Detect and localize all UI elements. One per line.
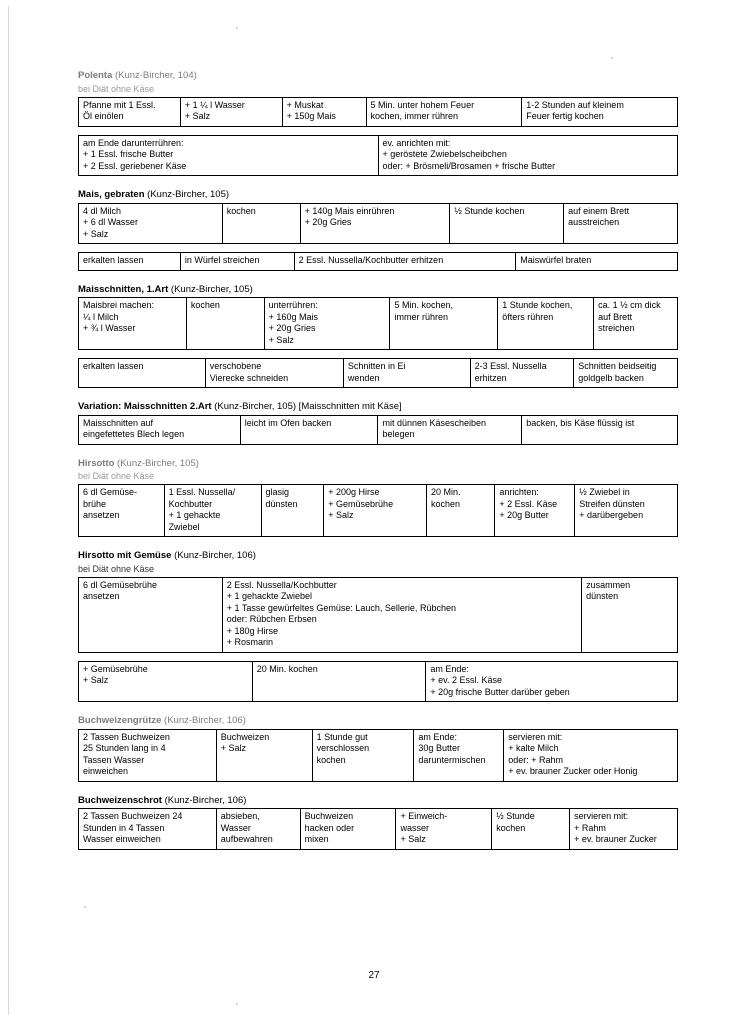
table-cell (396, 809, 492, 850)
scan-speck (236, 1003, 238, 1005)
recipe-section (78, 70, 678, 187)
cell-line: Buchweizen (304, 811, 354, 821)
recipe-section (78, 189, 678, 282)
cell-line: + 2 Essl. geriebener Käse (83, 160, 187, 171)
table-cell (164, 485, 261, 537)
recipe-table (78, 203, 678, 245)
recipe-title (78, 795, 678, 807)
recipe-title-source: (Kunz-Bircher, 106) (161, 715, 246, 726)
recipe-section (78, 284, 678, 400)
cell-line: 5 Min. unter hohem Feuer (370, 99, 475, 110)
table-cell (240, 415, 378, 444)
cell-line: Schnitten in Ei (347, 361, 406, 371)
recipe-table (78, 97, 678, 127)
recipe-title-source: (Kunz-Bircher, 105) [Maisschnitten mit Käse] (211, 401, 402, 412)
table-cell (79, 809, 217, 850)
cell-line: Wasser einweichen (83, 834, 161, 844)
cell-line: + kalte Milch (508, 743, 559, 753)
table-cell (450, 203, 564, 244)
cell-line: hacken oder (304, 822, 355, 833)
cell-line: 30g Butter (418, 743, 460, 753)
recipe-title (78, 70, 678, 82)
table-cell (343, 359, 470, 388)
section-spacer (78, 391, 678, 399)
cell-line: servieren mit: (574, 811, 629, 821)
table-cell (495, 485, 575, 537)
cell-line: am Ende darunterrühren: (83, 137, 184, 148)
cell-line: leicht im Ofen backen (244, 417, 332, 428)
cell-line: + ev. 2 Essl. Käse (430, 675, 503, 685)
cell-line: eingefettetes Blech legen (83, 429, 185, 439)
cell-line: Maiswürfel braten (520, 255, 592, 265)
recipe-table (78, 661, 678, 703)
cell-line: + Gemüsebrühe (83, 663, 148, 674)
section-spacer (78, 448, 678, 456)
cell-line: auf einem Brett (568, 205, 630, 216)
cell-line: brühe (83, 498, 107, 509)
cell-line: erhitzen (474, 372, 507, 383)
cell-line: 4 dl Milch (83, 205, 122, 216)
recipe-section (78, 401, 678, 456)
cell-line: Öl einölen (83, 111, 124, 121)
cell-line: erkalten lassen (83, 361, 144, 371)
cell-line: 5 Min. kochen, (394, 300, 453, 310)
recipe-table (78, 415, 678, 445)
cell-line: wenden (347, 372, 380, 383)
cell-line: + 160g Mais (268, 311, 318, 322)
table-cell (282, 97, 366, 126)
cell-line: + Salz (220, 743, 247, 753)
table-cell (216, 729, 312, 781)
recipe-table (78, 484, 678, 537)
table-cell (574, 359, 678, 388)
cell-line: + 140g Mais einrühren (304, 205, 395, 216)
cell-line: Stunden in 4 Tassen (83, 822, 165, 833)
table-cell (312, 729, 414, 781)
recipe-table (78, 577, 678, 653)
cell-line: ¼ l Milch (83, 311, 119, 322)
scan-speck (611, 57, 613, 59)
cell-line: Tassen Wasser (83, 754, 145, 765)
cell-line: unterrühren: (268, 300, 318, 310)
cell-line: 6 dl Gemüse- (83, 487, 138, 497)
cell-line: ½ Stunde (496, 811, 535, 821)
table-cell (492, 809, 570, 850)
cell-line: + 1 gehackte (168, 510, 221, 520)
section-spacer (78, 179, 678, 187)
recipe-title-name: Hirsotto mit Gemüse (78, 550, 172, 561)
cell-line: kochen, immer rühren (370, 111, 459, 121)
recipe-section (78, 550, 678, 713)
recipe-title-name: Hirsotto (78, 457, 115, 469)
cell-line: goldgelb backen (578, 372, 644, 383)
cell-line: + 2 Essl. Käse (499, 498, 558, 509)
table-cell (261, 485, 324, 537)
cell-line: + Salz (83, 228, 109, 239)
recipe-section (78, 715, 678, 793)
recipe-table (78, 297, 678, 350)
cell-line: oder: Rübchen Erbsen (226, 614, 317, 624)
cell-line: verschlossen (316, 743, 370, 753)
recipe-title-name: Polenta (78, 70, 113, 81)
cell-line: dünsten (265, 498, 298, 509)
recipe-title (78, 550, 678, 562)
cell-line: dünsten (586, 591, 619, 601)
section-spacer (78, 705, 678, 713)
table-cell (378, 135, 678, 176)
cell-line: + Einweich- (400, 811, 448, 821)
table-cell (414, 729, 504, 781)
cell-line: Kochbutter (168, 498, 213, 509)
cell-line: + ev. brauner Zucker (574, 834, 657, 844)
table-cell (264, 298, 390, 350)
cell-line: mixen (304, 834, 329, 844)
recipe-title-name: Buchweizengrütze (78, 715, 162, 726)
recipe-table (78, 358, 678, 388)
table-cell (79, 415, 241, 444)
recipe-title-source: (Kunz-Bircher, 105) (168, 283, 253, 295)
cell-line: + ev. brauner Zucker oder Honig (508, 766, 638, 776)
recipe-title-source: (Kunz-Bircher, 106) (161, 794, 247, 806)
table-cell (79, 359, 206, 388)
cell-line: kochen (190, 300, 220, 310)
recipe-title (78, 715, 678, 727)
cell-line: Maisbrei machen: (83, 300, 155, 310)
recipe-subtitle: bei Diät ohne Käse (78, 471, 155, 481)
table-cell (426, 661, 678, 702)
cell-line: ½ Zwiebel in (579, 487, 630, 497)
cell-line: ev. anrichten mit: (382, 137, 451, 148)
recipe-title (78, 189, 678, 201)
table-cell (186, 298, 264, 350)
table-cell (222, 203, 300, 244)
cell-line: am Ende: (418, 731, 457, 742)
recipe-section (78, 458, 678, 549)
cell-line: 2 Essl. Nussella/Kochbutter (226, 579, 337, 590)
cell-line: am Ende: (430, 663, 469, 674)
cell-line: 1 Stunde gut (316, 731, 368, 742)
recipe-table (78, 135, 678, 177)
recipe-table (78, 729, 678, 782)
cell-line: + Muskat (286, 99, 324, 110)
cell-line: servieren mit: (508, 731, 563, 742)
table-cell (570, 809, 678, 850)
cell-line: 25 Stunden lang in 4 (83, 743, 166, 753)
table-cell (79, 661, 253, 702)
page-number: 27 (368, 970, 380, 981)
table-cell (79, 135, 379, 176)
table-cell (216, 809, 300, 850)
table-row (79, 661, 678, 702)
table-row (79, 809, 678, 850)
cell-line: ½ Stunde kochen (454, 205, 525, 216)
table-row (79, 203, 678, 244)
recipe-title-source: (Kunz-Bircher, 105) (144, 189, 230, 200)
cell-line: Feuer fertig kochen (526, 111, 604, 121)
table-row (79, 415, 678, 444)
table-cell (522, 97, 678, 126)
cell-line: anrichten: (499, 487, 539, 497)
cell-line: Streifen dünsten (579, 498, 645, 509)
table-cell (324, 485, 427, 537)
cell-line: + Gemüsebrühe (328, 498, 394, 509)
table-cell (575, 485, 678, 537)
cell-line: kochen (316, 754, 346, 765)
cell-line: + geröstete Zwiebelscheibchen (382, 149, 507, 159)
cell-line: immer rühren (394, 311, 448, 322)
cell-line: + Rosmarin (226, 637, 274, 647)
table-row (79, 729, 678, 781)
cell-line: auf Brett (598, 311, 633, 322)
cell-line: + Salz (400, 834, 426, 844)
cell-line: + 1 Essl. frische Butter (83, 149, 174, 159)
table-cell (79, 577, 223, 652)
table-row (79, 577, 678, 652)
section-spacer (78, 853, 678, 861)
table-row (79, 298, 678, 350)
cell-line: ausstreichen (568, 217, 620, 227)
cell-line: + darübergeben (579, 510, 644, 520)
table-row (79, 253, 678, 271)
table-cell (378, 415, 522, 444)
table-row (79, 485, 678, 537)
table-cell (180, 253, 294, 271)
recipe-table (78, 808, 678, 850)
cell-line: backen, bis Käse flüssig ist (526, 417, 635, 428)
cell-line: absieben, (220, 811, 260, 821)
cell-line: Buchweizen (220, 731, 270, 742)
cell-line: + 20g Gries (268, 323, 316, 333)
table-cell (366, 97, 522, 126)
recipe-title-source: (Kunz-Bircher, 104) (112, 70, 197, 81)
cell-line: Wasser (220, 822, 251, 833)
table-row (79, 135, 678, 176)
cell-line: + Salz (328, 510, 354, 520)
recipe-title-name: Buchweizenschrot (78, 794, 162, 806)
cell-line: streichen (598, 323, 635, 333)
cell-line: verschobene (209, 361, 262, 371)
cell-line: + Rahm (574, 822, 606, 833)
table-cell (79, 485, 165, 537)
cell-line: 20 Min. kochen (256, 663, 318, 674)
table-cell (390, 298, 498, 350)
cell-line: kochen (430, 498, 460, 509)
cell-line: in Würfel streichen (184, 255, 260, 265)
recipe-title-name: Variation: Maisschnitten 2.Art (78, 401, 212, 412)
cell-line: + 180g Hirse (226, 625, 279, 636)
recipe-title (78, 284, 678, 296)
table-cell (294, 253, 516, 271)
cell-line: 2 Essl. Nussella/Kochbutter erhitzen (298, 255, 444, 265)
recipe-title-source: (Kunz-Bircher, 106) (171, 550, 256, 561)
cell-line: 20 Min. (430, 487, 461, 497)
cell-line: + 200g Hirse (328, 487, 380, 497)
cell-line: + Salz (268, 334, 294, 345)
recipe-section (78, 795, 678, 861)
cell-line: ansetzen (83, 591, 120, 601)
recipe-table (78, 252, 678, 271)
cell-line: mit dünnen Käsescheiben (382, 417, 487, 428)
cell-line: aufbewahren (220, 834, 273, 844)
table-cell (252, 661, 426, 702)
table-cell (79, 203, 223, 244)
recipe-title (78, 401, 678, 413)
recipe-title-name: Maisschnitten, 1.Art (78, 283, 169, 295)
cell-line: ca. 1 ½ cm dick (598, 300, 661, 310)
cell-line: + 1 ¼ l Wasser (184, 99, 245, 110)
cell-line: kochen (496, 822, 526, 833)
table-cell (79, 298, 187, 350)
table-row (79, 359, 678, 388)
cell-line: + 20g Butter (499, 510, 549, 520)
cell-line: + Salz (184, 111, 211, 121)
table-cell (522, 415, 678, 444)
cell-line: + 20g frische Butter darüber geben (430, 686, 570, 697)
table-row (79, 97, 678, 126)
table-cell (582, 577, 678, 652)
cell-line: erkalten lassen (83, 255, 144, 265)
cell-line: öfters rühren (502, 311, 554, 322)
cell-line: 1 Stunde kochen, (502, 300, 573, 310)
recipe-list (78, 70, 678, 863)
table-cell (470, 359, 574, 388)
table-cell (79, 253, 181, 271)
cell-line: glasig (265, 487, 290, 497)
cell-line: oder: + Brösmeli/Brosamen + frische Butter (382, 160, 556, 171)
table-cell (426, 485, 494, 537)
table-cell (498, 298, 594, 350)
cell-line: + ¾ l Wasser (83, 323, 136, 333)
table-cell (564, 203, 678, 244)
recipe-subtitle: bei Diät ohne Käse (78, 83, 155, 94)
cell-line: 2-3 Essl. Nussella (474, 361, 547, 371)
table-cell (300, 203, 450, 244)
cell-line: + 1 gehackte Zwiebel (226, 591, 313, 601)
cell-line: kochen (226, 205, 256, 216)
cell-line: belegen (382, 429, 415, 439)
cell-line: Vierecke schneiden (209, 372, 289, 383)
section-spacer (78, 540, 678, 548)
cell-line: daruntermischen (418, 754, 486, 765)
table-cell (79, 729, 217, 781)
cell-line: 1-2 Stunden auf kleinem (526, 99, 624, 110)
cell-line: oder: + Rahm (508, 754, 564, 765)
cell-line: ansetzen (83, 510, 120, 520)
table-cell (222, 577, 581, 652)
table-cell (516, 253, 678, 271)
table-cell (300, 809, 396, 850)
recipe-subtitle: bei Diät ohne Käse (78, 563, 155, 574)
recipe-title-source: (Kunz-Bircher, 105) (114, 457, 199, 469)
cell-line: Schnitten beidseitig (578, 361, 657, 371)
section-spacer (78, 785, 678, 793)
recipe-title-name: Mais, gebraten (78, 189, 145, 200)
cell-line: zusammen (586, 579, 631, 590)
section-spacer (78, 274, 678, 282)
cell-line: 2 Tassen Buchweizen (83, 731, 170, 742)
cell-line: + Salz (83, 675, 109, 685)
table-cell (504, 729, 678, 781)
cell-line: 6 dl Gemüsebrühe (83, 579, 158, 590)
cell-line: Maisschnitten auf (83, 417, 154, 428)
scan-speck (236, 27, 238, 29)
cell-line: 1 Essl. Nussella/ (168, 487, 236, 497)
cell-line: + 1 Tasse gewürfeltes Gemüse: Lauch, Sellerie, Rübchen (226, 602, 456, 613)
cell-line: + 6 dl Wasser (83, 217, 138, 227)
table-cell (79, 97, 181, 126)
table-cell (594, 298, 678, 350)
cell-line: + 20g Gries (304, 217, 352, 227)
cell-line: + 150g Mais (286, 111, 336, 121)
cell-line: einweichen (83, 766, 129, 776)
table-cell (180, 97, 282, 126)
cell-line: 2 Tassen Buchweizen 24 (83, 811, 183, 821)
cell-line: wasser (400, 822, 429, 833)
recipe-title (78, 458, 678, 470)
table-cell (205, 359, 343, 388)
scan-speck (84, 906, 86, 908)
cell-line: Pfanne mit 1 Essl. (83, 99, 156, 110)
cell-line: Zwiebel (168, 521, 200, 532)
